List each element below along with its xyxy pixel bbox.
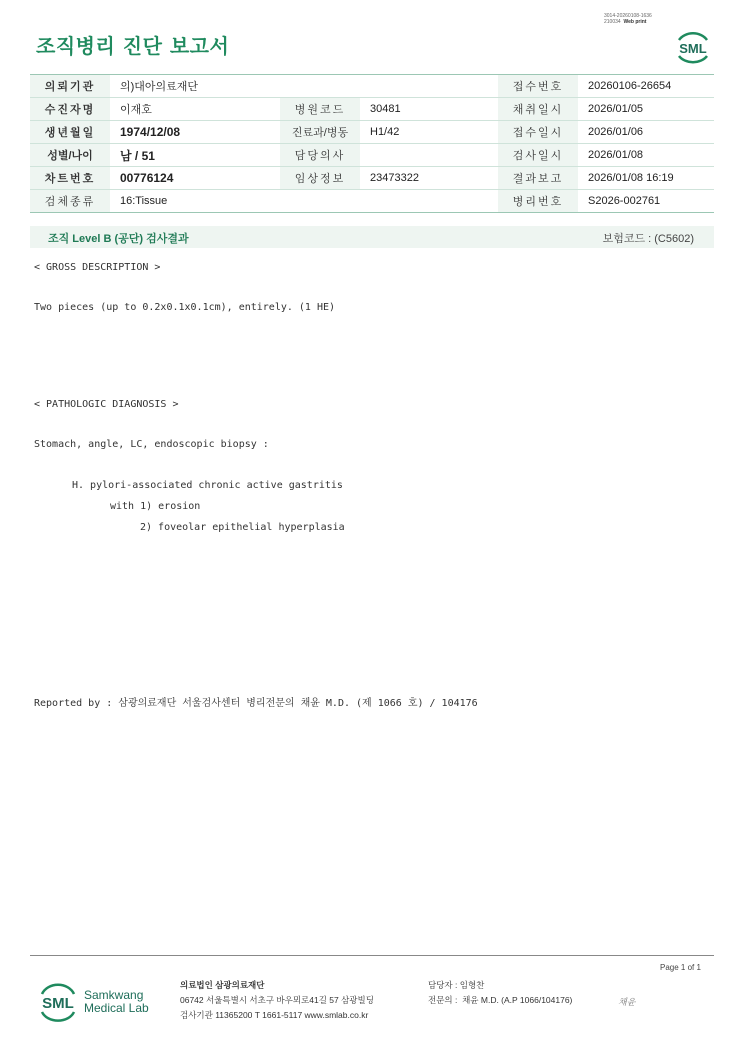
birth-date-label: 생년월일 bbox=[30, 121, 110, 144]
sml-logo-icon bbox=[36, 980, 80, 1024]
svg-text:SML: SML bbox=[679, 41, 707, 56]
print-code-line1: 3014-20260108-1636 bbox=[604, 13, 652, 19]
hospital-code-label: 병원코드 bbox=[280, 98, 360, 121]
department-value: H1/42 bbox=[360, 121, 498, 144]
footer-org-info bbox=[180, 978, 374, 1023]
receipt-number-value: 20260106-26654 bbox=[578, 75, 714, 98]
test-date-value: 2026/01/08 bbox=[578, 144, 714, 167]
diagnosis-line-2: with 1) erosion bbox=[110, 501, 201, 512]
requesting-org-value: 의)대아의료재단 bbox=[110, 75, 498, 98]
svg-text:SML: SML bbox=[42, 995, 74, 1012]
brand-line-1: Samkwang bbox=[84, 988, 144, 1002]
diagnosis-header: < PATHOLOGIC DIAGNOSIS > bbox=[34, 399, 179, 410]
result-report-value: 2026/01/08 16:19 bbox=[578, 167, 714, 190]
clinical-info-value: 23473322 bbox=[360, 167, 498, 190]
manager-label: 담당자 : bbox=[428, 980, 458, 990]
footer-staff-info bbox=[428, 978, 572, 1008]
gross-text: Two pieces (up to 0.2x0.1x0.1cm), entirely. (1 HE) bbox=[34, 302, 336, 313]
diagnosis-line-3: 2) foveolar epithelial hyperplasia bbox=[140, 522, 345, 533]
footer-divider bbox=[30, 955, 714, 956]
pathology-number-label: 병리번호 bbox=[498, 190, 578, 213]
specimen-type-label: 검체종류 bbox=[30, 190, 110, 213]
doctor-value bbox=[360, 144, 498, 167]
table-row bbox=[30, 98, 714, 121]
pathology-number-value: S2026-002761 bbox=[578, 190, 714, 213]
department-label: 진료과/병동 bbox=[280, 121, 360, 144]
reported-by: Reported by : 삼광의료재단 서울검사센터 병리전문의 채윤 M.D. (제 1066 호) / 104176 bbox=[34, 698, 478, 709]
section-title: 조직 Level B (공단) 검사결과 bbox=[48, 233, 189, 245]
test-date-label: 검사일시 bbox=[498, 144, 578, 167]
org-name: 의료법인 삼광의료재단 bbox=[180, 980, 265, 990]
section-header bbox=[30, 226, 714, 248]
collection-date-value: 2026/01/05 bbox=[578, 98, 714, 121]
org-contact: 검사기관 11365200 T 1661-5117 www.smlab.co.kr bbox=[180, 1010, 369, 1020]
patient-info-table bbox=[30, 74, 714, 213]
sml-logo-icon bbox=[673, 28, 713, 64]
web-print-label: Web print bbox=[623, 19, 647, 25]
table-row bbox=[30, 75, 714, 98]
page-number: Page 1 of 1 bbox=[660, 963, 701, 972]
gross-header: < GROSS DESCRIPTION > bbox=[34, 262, 161, 273]
org-address: 06742 서울특별시 서초구 바우뫼로41길 57 삼광빌딩 bbox=[180, 995, 374, 1005]
patient-name-label: 수진자명 bbox=[30, 98, 110, 121]
sex-age-label: 성별/나이 bbox=[30, 144, 110, 167]
signature: 채윤 bbox=[618, 998, 636, 1008]
doctor-label: 담당의사 bbox=[280, 144, 360, 167]
receipt-date-label: 접수일시 bbox=[498, 121, 578, 144]
table-row bbox=[30, 144, 714, 167]
result-report-label: 결과보고 bbox=[498, 167, 578, 190]
specimen-type-value: 16:Tissue bbox=[110, 190, 498, 213]
receipt-date-value: 2026/01/06 bbox=[578, 121, 714, 144]
table-row bbox=[30, 190, 714, 213]
birth-date-value: 1974/12/08 bbox=[110, 121, 280, 144]
requesting-org-label: 의뢰기관 bbox=[30, 75, 110, 98]
diagnosis-site: Stomach, angle, LC, endoscopic biopsy : bbox=[34, 439, 269, 450]
specialist-label: 전문의 : bbox=[428, 995, 458, 1005]
patient-name-value: 이재호 bbox=[110, 98, 280, 121]
diagnosis-line-1: H. pylori-associated chronic active gastritis bbox=[72, 480, 343, 491]
chart-number-value: 00776124 bbox=[110, 167, 280, 190]
receipt-number-label: 접수번호 bbox=[498, 75, 578, 98]
specialist-name: 채윤 M.D. (A.P 1066/104176) bbox=[462, 995, 573, 1005]
chart-number-label: 차트번호 bbox=[30, 167, 110, 190]
hospital-code-value: 30481 bbox=[360, 98, 498, 121]
print-code bbox=[604, 13, 652, 25]
insurance-code: 보험코드 : (C5602) bbox=[602, 233, 694, 245]
clinical-info-label: 임상정보 bbox=[280, 167, 360, 190]
print-code-line2: 210034 bbox=[604, 19, 621, 25]
brand-line-2: Medical Lab bbox=[84, 1001, 149, 1015]
manager-name: 임형찬 bbox=[459, 980, 485, 990]
collection-date-label: 채취일시 bbox=[498, 98, 578, 121]
report-title: 조직병리 진단 보고서 bbox=[36, 34, 230, 58]
table-row bbox=[30, 121, 714, 144]
sex-age-value: 남 / 51 bbox=[110, 144, 280, 167]
table-row bbox=[30, 167, 714, 190]
